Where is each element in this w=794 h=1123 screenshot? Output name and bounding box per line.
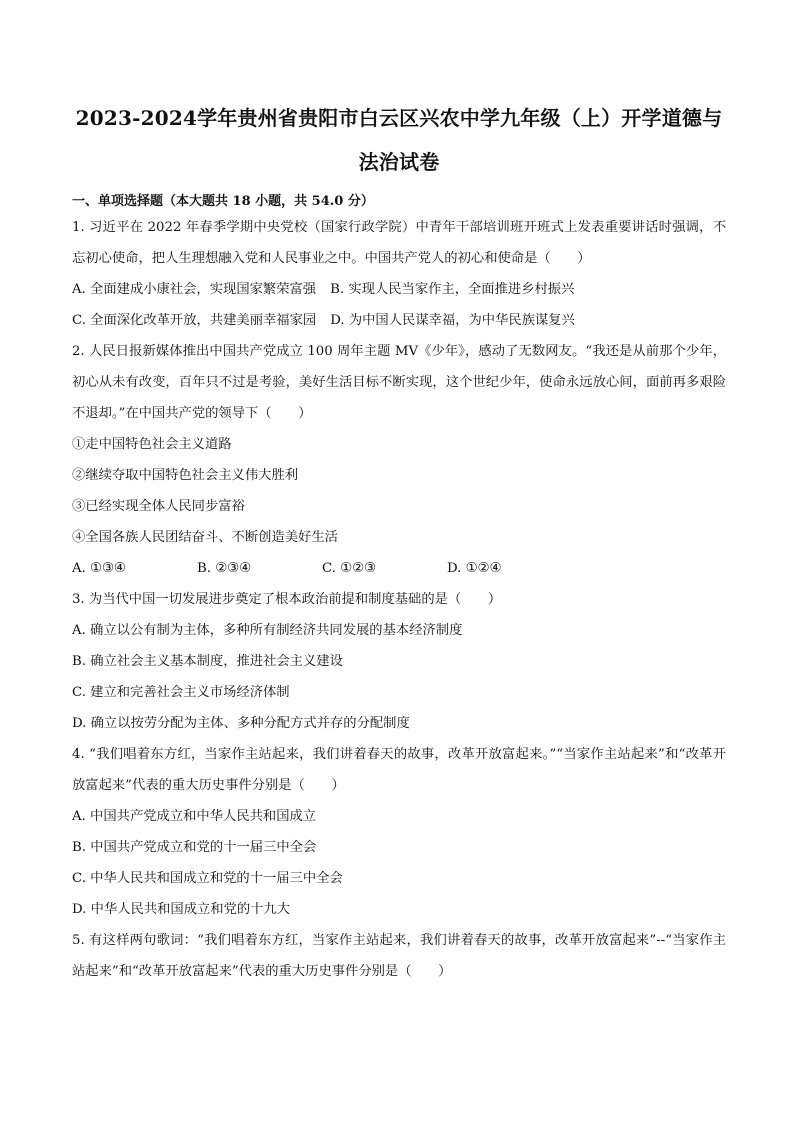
question-2-item-2: ②继续夺取中国特色社会主义伟大胜利 — [72, 468, 299, 483]
exam-title-line1: 2023-2024学年贵州省贵阳市白云区兴农中学九年级（上）开学道德与 — [75, 106, 723, 130]
question-3-option-b: B. 确立社会主义基本制度，推进社会主义建设 — [72, 654, 343, 669]
question-3-option-d: D. 确立以按劳分配为主体、多种分配方式并存的分配制度 — [72, 716, 410, 731]
question-2-stem: 2. 人民日报新媒体推出中国共产党成立 100 周年主题 MV《少年》，感动了无数网友。“我还是从前那个少年，初心从未有改变，百年只不过是考验，美好生活目标不断实现，这个世纪少年，使命永远放心间，面前再多艰险不退却。”在中国共产党的领导下（ ） — [72, 344, 726, 421]
exam-title-line2: 法治试卷 — [358, 150, 440, 174]
exam-title — [72, 96, 726, 184]
question-1-options-row-1 — [72, 274, 726, 305]
question-1-option-d: D. 为中国人民谋幸福，为中华民族谋复兴 — [330, 313, 575, 328]
question-2-item-1: ①走中国特色社会主义道路 — [72, 437, 232, 452]
section-heading: 一、单项选择题（本大题共 18 小题，共 54.0 分） — [72, 194, 374, 209]
question-4-option-b: B. 中国共产党成立和党的十一届三中全会 — [72, 840, 317, 855]
question-2-option-d: D. ①②④ — [447, 561, 502, 576]
question-1-option-a: A. 全面建成小康社会，实现国家繁荣富强 — [72, 282, 317, 297]
question-3-stem: 3. 为当代中国一切发展进步奠定了根本政治前提和制度基础的是（ ） — [72, 592, 502, 607]
question-2-option-b: B. ②③④ — [197, 561, 251, 576]
question-3-option-c: C. 建立和完善社会主义市场经济体制 — [72, 685, 290, 700]
question-4-option-a: A. 中国共产党成立和中华人民共和国成立 — [72, 809, 317, 824]
question-2-options — [72, 553, 726, 584]
question-1-stem: 1. 习近平在 2022 年春季学期中央党校（国家行政学院）中青年干部培训班开班式上发表重要讲话时强调，不忘初心使命，把人生理想融入党和人民事业之中。中国共产党人的初心和使命是（ ） — [72, 220, 726, 266]
question-1-option-b: B. 实现人民当家作主，全面推进乡村振兴 — [330, 282, 575, 297]
question-1-option-c: C. 全面深化改革开放，共建美丽幸福家园 — [72, 313, 317, 328]
question-4-option-d: D. 中华人民共和国成立和党的十九大 — [72, 902, 291, 917]
question-5-stem: 5. 有这样两句歌词：“我们唱着东方红，当家作主站起来，我们讲着春天的故事，改革开放富起来”--“当家作主站起来”和“改革开放富起来”代表的重大历史事件分别是（ ） — [72, 933, 726, 979]
question-2-option-c: C. ①②③ — [322, 561, 376, 576]
question-3-option-a: A. 确立以公有制为主体，多种所有制经济共同发展的基本经济制度 — [72, 623, 463, 638]
question-2-item-4: ④全国各族人民团结奋斗、不断创造美好生活 — [72, 530, 338, 545]
question-4-stem: 4. “我们唱着东方红，当家作主站起来，我们讲着春天的故事，改革开放富起来。”“当家作主站起来”和“改革开放富起来”代表的重大历史事件分别是（ ） — [72, 747, 726, 793]
question-1-options-row-2 — [72, 305, 726, 336]
question-4-option-c: C. 中华人民共和国成立和党的十一届三中全会 — [72, 871, 343, 886]
question-2-option-a: A. ①③④ — [72, 561, 126, 576]
exam-page — [72, 96, 726, 987]
question-2-item-3: ③已经实现全体人民同步富裕 — [72, 499, 245, 514]
